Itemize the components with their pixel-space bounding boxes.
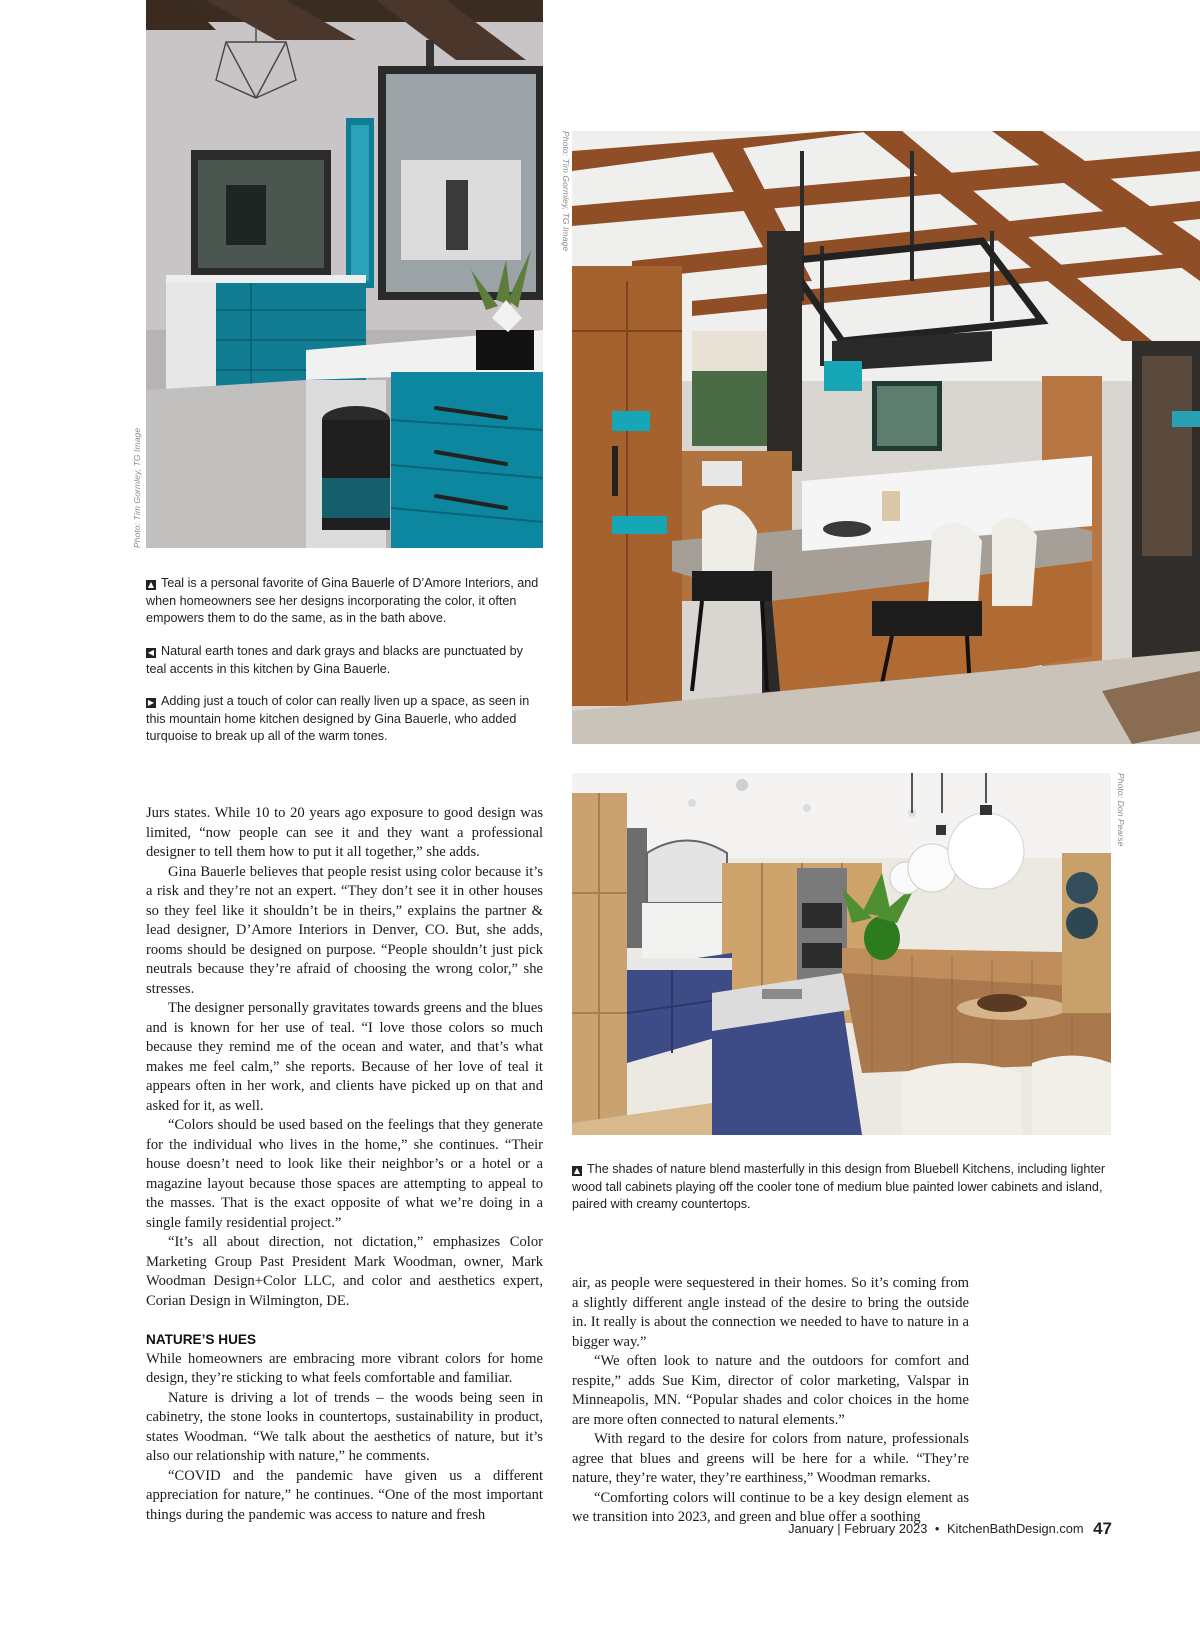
- photo-credit-kitchen-blue: Photo: Don Pearse: [1116, 773, 1126, 847]
- paragraph: “We often look to nature and the outdoors for comfort and respite,” adds Sue Kim, director of color marketing, Valspar in Minneapolis, MN. “Popular shades and color choices in the home are more often connected to natural elements.”: [572, 1353, 969, 1428]
- paragraph: “Comforting colors will continue to be a key design element as we transition into 2023, and green and blue offer a soothing: [572, 1489, 969, 1525]
- photo-credit-kitchen-beams: Photo: Tim Gormley, TG Image: [561, 131, 571, 252]
- kitchen-beams-illustration: [572, 131, 1200, 744]
- footer-separator: •: [934, 1521, 940, 1536]
- paragraph: Nature is driving a lot of trends – the woods being seen in cabinetry, the stone looks in countertops, sustainability in product, states Woodman. “We talk about the aesthetics of nature, but it’s also our relationship with nature,” he comments.: [146, 1389, 543, 1464]
- arrow-right-icon: ▶: [147, 698, 155, 707]
- caption-mountain-kitchen-text: Adding just a touch of color can really liven up a space, as seen in this mountain home kitchen designed by Gina Bauerle, who added turquoise to break up all of the warm tones.: [146, 694, 530, 744]
- paragraph: The designer personally gravitates towards greens and the blues and is known for her use of teal. “I love those colors so much because they remind me of the ocean and water, and that’s what makes me feel calm,” she reports. Because of her love of teal it appears often in her work, and clients have picked up on that and asked for it, as well.: [146, 1000, 543, 1114]
- kitchen-blue-island-photo: [572, 773, 1111, 1135]
- caption-mountain-kitchen: [146, 693, 546, 746]
- paragraph: “COVID and the pandemic have given us a different appreciation for nature,” he continues. “One of the most important things during the pandemic was access to nature and fresh: [146, 1467, 543, 1523]
- page-number: 47: [1093, 1519, 1112, 1538]
- caption-bluebell-kitchen: [572, 1161, 1112, 1214]
- paragraph: Jurs states. While 10 to 20 years ago exposure to good design was limited, “now people can see it and they want a professional designer to tell them how to put it all together,” she adds.: [146, 805, 543, 860]
- paragraph: With regard to the desire for colors from nature, professionals agree that blues and greens will be here for a while. “They’re nature, they’re water, they’re earthiness,” Woodman remarks.: [572, 1431, 969, 1486]
- paragraph: “It’s all about direction, not dictation,” emphasizes Color Marketing Group Past President Mark Woodman, owner, Mark Woodman Design+Color LLC, and color and aesthetics expert, Corian Design in Wilmington, DE.: [146, 1234, 543, 1309]
- paragraph: air, as people were sequestered in their homes. So it’s coming from a slightly different angle instead of the desire to bring the outside in. It really is about the connection we needed to have to nature in a bigger way.”: [572, 1275, 969, 1350]
- paragraph: While homeowners are embracing more vibrant colors for home design, they’re sticking to what feels comfortable and familiar.: [146, 1350, 543, 1386]
- kitchen-beams-photo: [572, 131, 1200, 744]
- website-link[interactable]: KitchenBathDesign.com: [946, 1521, 1084, 1536]
- arrow-up-icon: ▲: [147, 580, 155, 589]
- paragraph: Gina Bauerle believes that people resist using color because it’s a risk and they’re not an expert. “They don’t see it in other houses so they feel like it shouldn’t be in theirs,” explains the partner & lead designer, D’Amore Interiors in Denver, CO. But, she adds, rooms should be designed on purpose. “People shouldn’t just pick neutrals because they’re afraid of choosing the wrong color,” she stresses.: [146, 863, 543, 997]
- caption-bluebell-kitchen-text: The shades of nature blend masterfully in this design from Bluebell Kitchens, including lighter wood tall cabinets playing off the cooler tone of medium blue painted lower cabinets and island, paired with creamy countertops.: [572, 1162, 1106, 1212]
- page-footer: [788, 1519, 1112, 1539]
- kitchen-blue-island-illustration: [572, 773, 1111, 1135]
- caption-kitchen-earth-tones: [146, 643, 546, 678]
- arrow-up-icon: ▲: [573, 1166, 581, 1175]
- article-column-right: [572, 1274, 969, 1528]
- section-heading: NATURE’S HUES: [146, 1332, 257, 1347]
- photo-credit-bath: Photo: Tim Gormley, TG Image: [132, 427, 142, 548]
- paragraph: “Colors should be used based on the feelings that they generate for the individual who lives in the home,” she continues. “Their house doesn’t need to look like their neighbor’s or a hotel or a magazine layout because those spaces are attempting to appeal to the masses. That is the exact opposite of what we’re doing in a single family residential project.”: [146, 1117, 543, 1231]
- caption-bath: [146, 575, 546, 628]
- arrow-left-icon: ◀: [147, 648, 155, 657]
- issue-date: January | February 2023: [788, 1521, 928, 1536]
- article-column-left: [146, 804, 543, 1525]
- bath-vanity-illustration: [146, 0, 543, 548]
- caption-bath-text: Teal is a personal favorite of Gina Bauerle of D’Amore Interiors, and when homeowners see her designs incorporating the color, it often empowers them to do the same, as in the bath above.: [146, 576, 539, 626]
- bath-vanity-photo: [146, 0, 543, 548]
- caption-kitchen-earth-tones-text: Natural earth tones and dark grays and blacks are punctuated by teal accents in this kitchen by Gina Bauerle.: [146, 644, 523, 676]
